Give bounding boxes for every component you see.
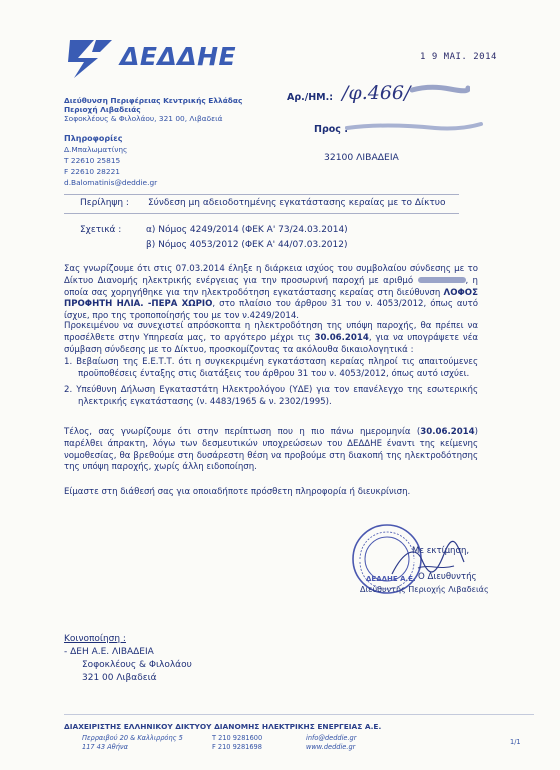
p3-text-a: Τέλος, σας γνωρίζουμε ότι στην περίπτωση που η πιο πάνω ημερομηνία ( xyxy=(64,427,421,437)
subject-row xyxy=(64,194,459,214)
info-name: Δ.Μπαλωματίνης xyxy=(64,145,128,154)
info-fax: F 22610 28221 xyxy=(64,167,120,176)
logo-wordmark: ΔΕΔΔΗΕ xyxy=(120,42,237,71)
deddie-logo-icon xyxy=(64,36,120,80)
org-line-1: Διεύθυνση Περιφέρειας Κεντρικής Ελλάδας xyxy=(64,96,243,105)
logo xyxy=(64,36,254,80)
recipient-label: Προς : xyxy=(314,124,349,135)
p1-text-b: , η οποία σας χορηγήθηκε για την ηλεκτροδότηση εγκατάστασης κεραίας στη διεύθυνση xyxy=(64,275,479,298)
redaction-meter-number xyxy=(418,277,466,283)
requirement-item-1: 1. Βεβαίωση της Ε.Ε.Τ.Τ. ότι η συγκεκριμένη εγκατάσταση κεραίας πληροί τις απαιτούμενες προϋποθέσεις ένταξης στις διατάξεις του άρθρου 31 του ν. 4053/2012, όπως αυτό ισχύει. xyxy=(64,357,478,379)
footer-company: ΔΙΑΧΕΙΡΙΣΤΗΣ ΕΛΛΗΝΙΚΟΥ ΔΙΚΤΥΟΥ ΔΙΑΝΟΜΗΣ ΗΛΕΚΤΡΙΚΗΣ ΕΝΕΡΓΕΙΑΣ Α.Ε. xyxy=(64,722,382,731)
footer-email: info@deddie.gr xyxy=(306,734,357,742)
info-title: Πληροφορίες xyxy=(64,134,123,143)
org-line-2: Περιοχή Λιβαδειάς xyxy=(64,105,141,114)
info-email: d.Balomatinis@deddie.gr xyxy=(64,178,158,187)
signature-line-1: Με εκτίμηση, xyxy=(412,546,470,556)
stamp-center-text: ΔΕΔΔΗΕ Α.Ε. xyxy=(366,575,416,583)
footer-address-2: 117 43 Αθήνα xyxy=(82,743,128,751)
subject-text: Σύνδεση μη αδειοδοτημένης εγκατάστασης κεραίας με το Δίκτυο xyxy=(148,198,446,208)
p3-deadline: 30.06.2014 xyxy=(420,427,475,437)
p1-text-a: Σας γνωρίζουμε ότι στις 07.03.2014 έληξε η διάρκεια ισχύος του συμβολαίου σύνδεσης με το Δίκτυο Διανομής ηλεκτρικής ενέργειας για την προσωρινή παροχή με αριθμό xyxy=(64,264,478,286)
subject-label: Περίληψη : xyxy=(80,198,129,208)
p1-text-c: , στο πλαίσιο του άρθρου 31 του ν. 4053/2012, όπως αυτό ίσχυε, προ της τροποποίησής του με τον ν.4249/2014. xyxy=(64,299,478,322)
protocol-redaction xyxy=(410,82,470,96)
footer-address-1: Περραιβού 20 & Καλλιρρόης 5 xyxy=(82,734,183,742)
cc-title: Κοινοποίηση : xyxy=(64,634,126,644)
footer-web: www.deddie.gr xyxy=(306,743,356,751)
paragraph-3 xyxy=(64,427,478,474)
protocol-value: /φ.466/ xyxy=(342,82,411,104)
paragraph-4: Είμαστε στη διάθεσή σας για οποιαδήποτε πρόσθετη πληροφορία ή διευκρίνιση. xyxy=(64,487,411,497)
cc-line-2: Σοφοκλέους & Φιλολάου xyxy=(82,660,192,670)
related-label: Σχετικά : xyxy=(80,225,122,235)
date-stamp: 1 9 MAI. 2014 xyxy=(420,52,497,62)
footer-fax: F 210 9281698 xyxy=(212,743,262,751)
org-address: Σοφοκλέους & Φιλολάου, 321 00, Λιβαδειά xyxy=(64,114,223,123)
recipient-city: 32100 ΛΙΒΑΔΕΙΑ xyxy=(324,152,399,163)
protocol-label: Αρ./ΗΜ.: xyxy=(287,92,334,103)
p3-text-b: ) παρέλθει άπρακτη, λόγω των δεσμευτικών υποχρεώσεων του ΔΕΔΔΗΕ έναντι της κείμενης νομοθεσίας, θα βρεθούμε στη δυσάρεστη θέση να προβούμε στη διακοπή της ηλεκτροδότησης της υπόψη παροχής, χωρίς άλλη ειδοποίηση. xyxy=(64,427,478,473)
cc-line-1: - ΔΕΗ Α.Ε. ΛΙΒΑΔΕΙΑ xyxy=(64,647,154,657)
cc-line-3: 321 00 Λιβαδειά xyxy=(82,673,157,683)
p2-text-a: Προκειμένου να συνεχιστεί απρόσκοπτα η ηλεκτροδότηση της υπόψη παροχής, θα πρέπει να προσέλθετε στην Υπηρεσία μας, το αργότερο μέχρι τις xyxy=(64,321,478,343)
signature-line-3: Διεύθυντής Περιοχής Λιβαδειάς xyxy=(360,585,489,594)
p2-text-b: , για να υπογράψετε νέα σύμβαση σύνδεσης με το Δίκτυο, προσκομίζοντας τα ακόλουθα δικαιολογητικά : xyxy=(64,332,479,355)
related-b: β) Νόμος 4053/2012 (ΦΕΚ Α' 44/07.03.2012) xyxy=(146,240,348,250)
paragraph-2 xyxy=(64,321,478,356)
requirement-item-2: 2. Υπεύθυνη Δήλωση Εγκαταστάτη Ηλεκτρολόγου (ΥΔΕ) για τον επανέλεγχο της εσωτερικής ηλεκτρικής εγκατάστασης (ν. 4483/1965 & ν. 2302/1995). xyxy=(64,385,478,407)
handwritten-signature-icon xyxy=(388,540,468,584)
p1-address: ΛΟΦΟΣ ΠΡΟΦΗΤΗ ΗΛΙΑ. -ΠΕΡΑ ΧΩΡΙΟ xyxy=(64,287,478,310)
signature-line-2: Ο Διευθυντής xyxy=(418,572,477,582)
paragraph-1 xyxy=(64,264,478,323)
footer-tel: T 210 9281600 xyxy=(212,734,263,742)
recipient-redaction xyxy=(345,120,485,134)
footer-divider xyxy=(64,714,534,715)
related-a: α) Νόμος 4249/2014 (ΦΕΚ Α' 73/24.03.2014) xyxy=(146,225,348,235)
p2-deadline: 30.06.2014 xyxy=(314,332,369,343)
page-number: 1/1 xyxy=(510,738,521,746)
info-phone: Τ 22610 25815 xyxy=(64,156,121,165)
